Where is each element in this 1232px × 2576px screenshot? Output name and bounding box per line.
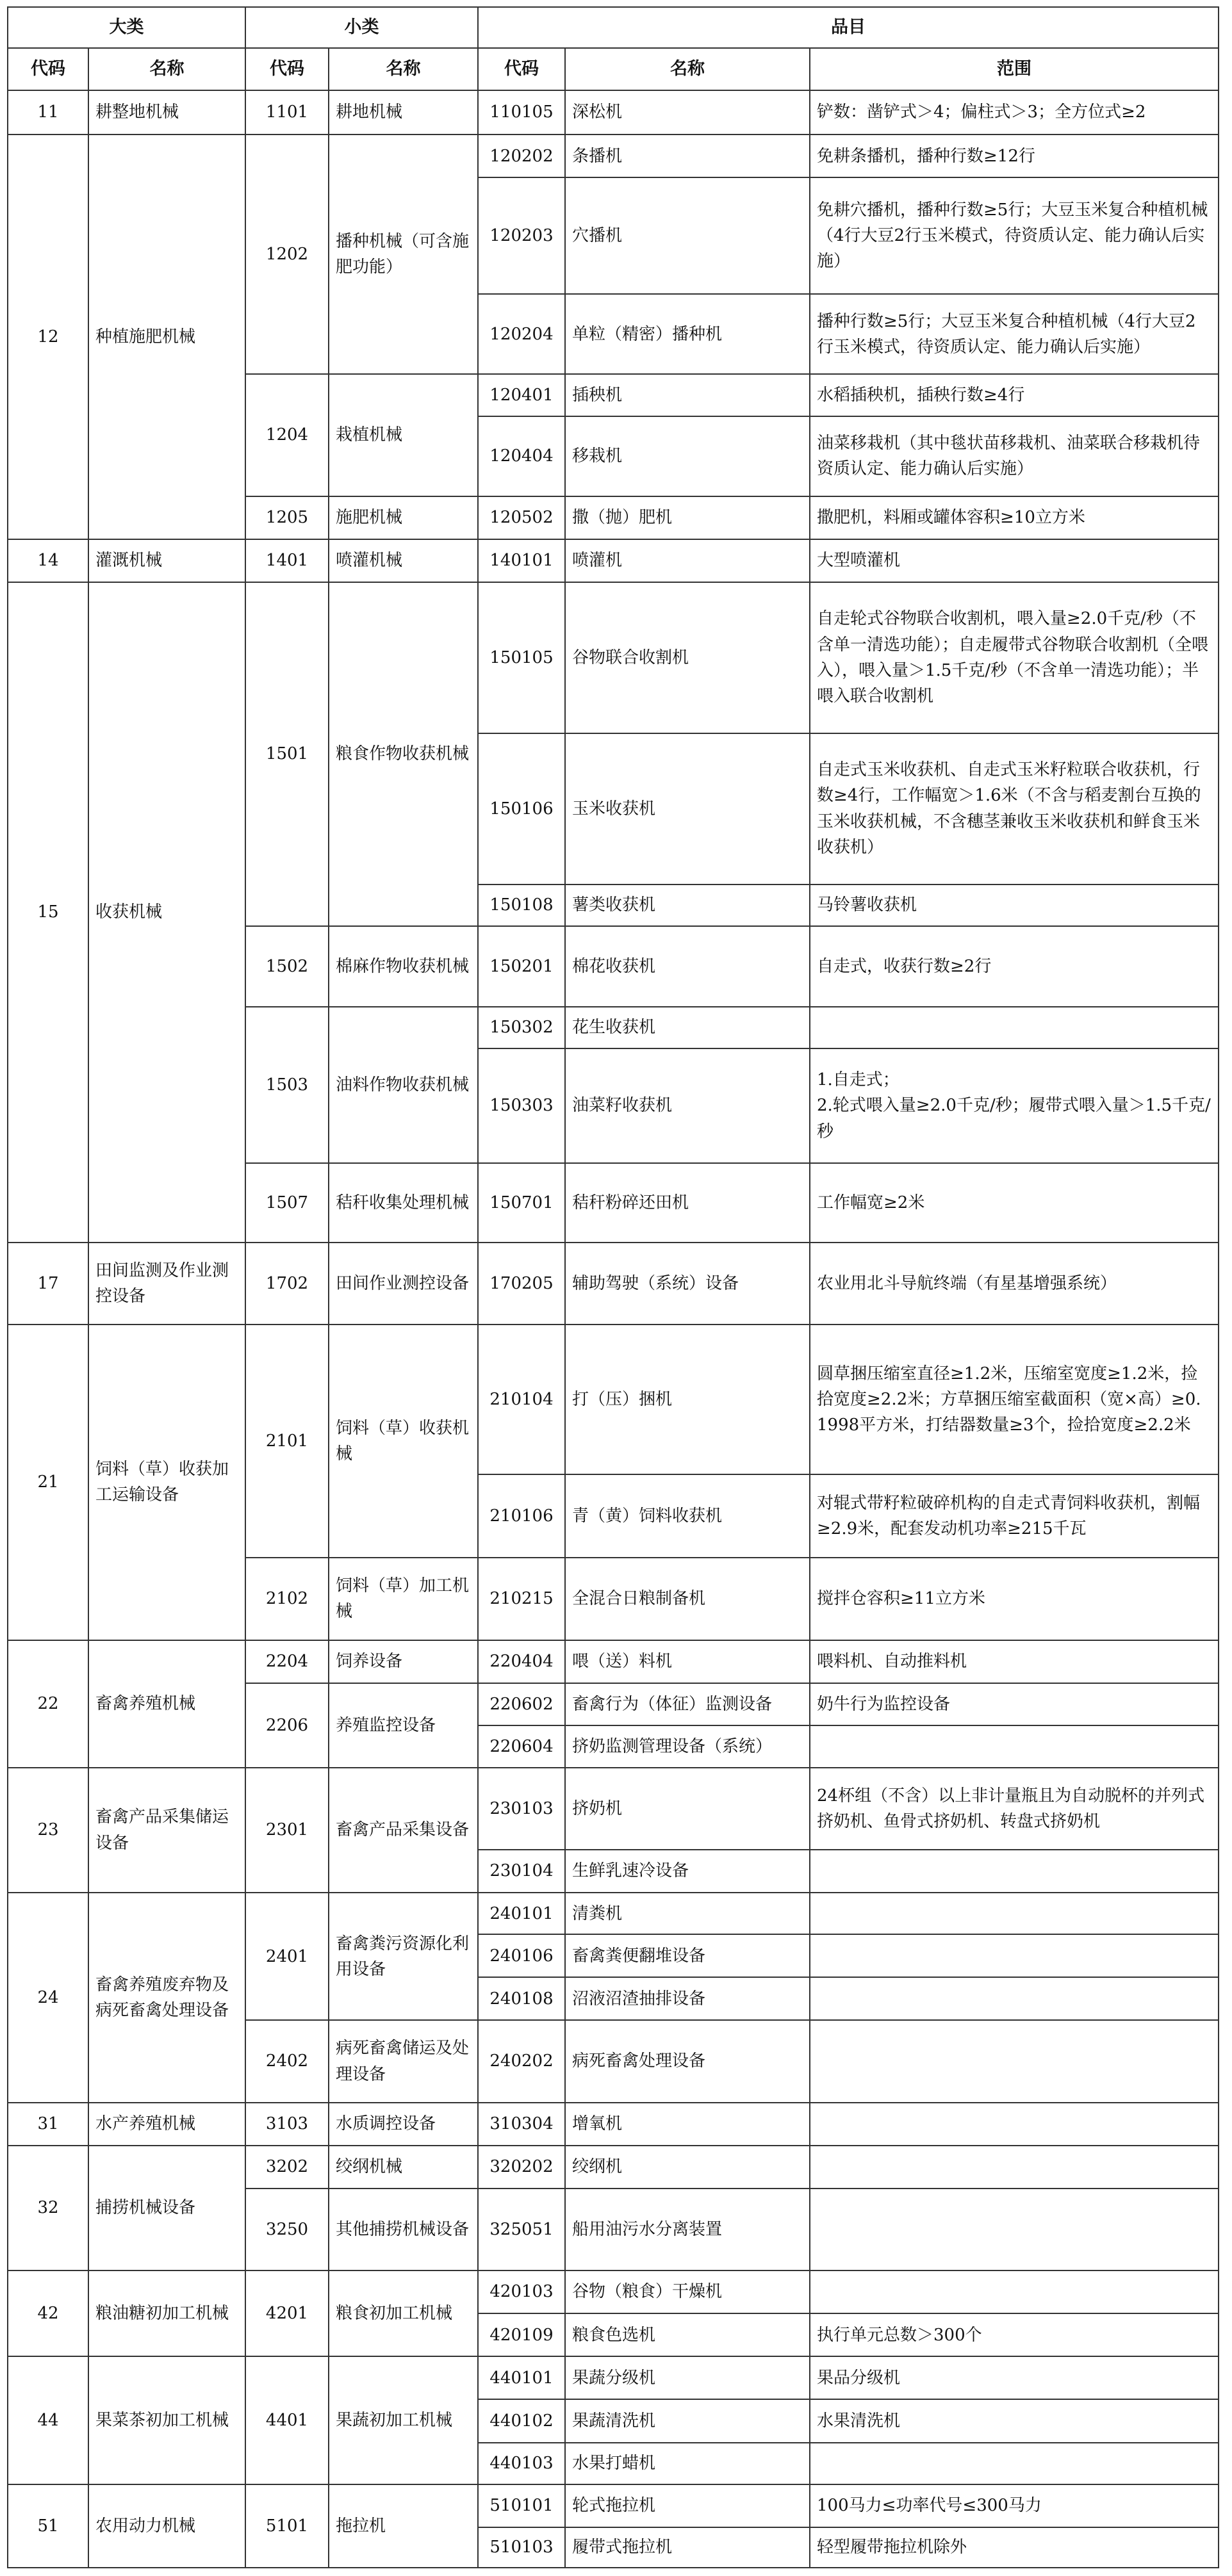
item-scope-cell: 果品分级机 [810, 2356, 1219, 2399]
minor-code-cell: 1202 [245, 135, 329, 374]
table-row [8, 2484, 1219, 2527]
item-code-cell: 230104 [478, 1850, 565, 1893]
item-scope-cell [810, 1850, 1219, 1893]
table-row [8, 1243, 1219, 1325]
minor-name-cell: 绞纲机械 [329, 2146, 478, 2189]
major-code-cell: 15 [8, 582, 88, 1243]
table-row [8, 539, 1219, 582]
item-scope-cell: 搅拌仓容积≥11立方米 [810, 1558, 1219, 1640]
item-name-cell: 花生收获机 [565, 1007, 810, 1048]
major-code-cell: 31 [8, 2103, 88, 2146]
major-name-cell: 收获机械 [88, 582, 245, 1243]
header-item-group: 品目 [478, 7, 1219, 48]
item-code-cell: 240106 [478, 1934, 565, 1977]
major-name-cell: 水产养殖机械 [88, 2103, 245, 2146]
table-row [8, 2103, 1219, 2146]
item-scope-cell: 自走式玉米收获机、自走式玉米籽粒联合收获机，行数≥4行，工作幅宽＞1.6米（不含与稻麦割台互换的玉米收获机械，不含穗茎兼收玉米收获机和鲜食玉米收获机） [810, 733, 1219, 884]
minor-code-cell: 5101 [245, 2484, 329, 2568]
minor-name-cell: 秸秆收集处理机械 [329, 1163, 478, 1243]
item-code-cell: 150108 [478, 884, 565, 926]
major-code-cell: 23 [8, 1768, 88, 1893]
minor-name-cell: 拖拉机 [329, 2484, 478, 2568]
item-scope-cell: 马铃薯收获机 [810, 884, 1219, 926]
minor-name-cell: 油料作物收获机械 [329, 1007, 478, 1163]
item-scope-cell: 农业用北斗导航终端（有星基增强系统） [810, 1243, 1219, 1325]
table-row [8, 2146, 1219, 2189]
minor-name-cell: 田间作业测控设备 [329, 1243, 478, 1325]
minor-name-cell: 饲料（草）加工机械 [329, 1558, 478, 1640]
item-code-cell: 230103 [478, 1768, 565, 1850]
major-code-cell: 21 [8, 1325, 88, 1640]
item-name-cell: 单粒（精密）播种机 [565, 294, 810, 374]
minor-code-cell: 1401 [245, 539, 329, 582]
table-row [8, 582, 1219, 733]
major-code-cell: 17 [8, 1243, 88, 1325]
header-minor-group: 小类 [245, 7, 478, 48]
item-name-cell: 谷物联合收割机 [565, 582, 810, 733]
minor-code-cell: 2402 [245, 2020, 329, 2102]
item-name-cell: 油菜籽收获机 [565, 1048, 810, 1163]
item-scope-cell: 大型喷灌机 [810, 539, 1219, 582]
table-row [8, 1893, 1219, 1934]
major-name-cell: 灌溉机械 [88, 539, 245, 582]
item-code-cell: 170205 [478, 1243, 565, 1325]
item-name-cell: 挤奶监测管理设备（系统） [565, 1725, 810, 1768]
item-code-cell: 320202 [478, 2146, 565, 2189]
item-code-cell: 120204 [478, 294, 565, 374]
item-scope-cell: 1.自走式； 2.轮式喂入量≥2.0千克/秒；履带式喂入量＞1.5千克/秒 [810, 1048, 1219, 1163]
minor-code-cell: 1503 [245, 1007, 329, 1163]
item-name-cell: 病死畜禽处理设备 [565, 2020, 810, 2102]
item-name-cell: 辅助驾驶（系统）设备 [565, 1243, 810, 1325]
item-code-cell: 120404 [478, 416, 565, 496]
item-scope-cell [810, 1893, 1219, 1934]
header-item-scope: 范围 [810, 48, 1219, 90]
major-name-cell: 果菜茶初加工机械 [88, 2356, 245, 2484]
major-name-cell: 畜禽养殖机械 [88, 1640, 245, 1768]
item-name-cell: 生鲜乳速冷设备 [565, 1850, 810, 1893]
item-code-cell: 150303 [478, 1048, 565, 1163]
item-code-cell: 120202 [478, 135, 565, 177]
minor-code-cell: 4201 [245, 2270, 329, 2356]
major-name-cell: 畜禽养殖废弃物及病死畜禽处理设备 [88, 1893, 245, 2102]
header-item-code: 代码 [478, 48, 565, 90]
table-row [8, 2356, 1219, 2399]
item-name-cell: 增氧机 [565, 2103, 810, 2146]
item-code-cell: 240202 [478, 2020, 565, 2102]
item-name-cell: 谷物（粮食）干燥机 [565, 2270, 810, 2313]
minor-name-cell: 栽植机械 [329, 374, 478, 496]
item-scope-cell: 轻型履带拖拉机除外 [810, 2527, 1219, 2568]
major-code-cell: 32 [8, 2146, 88, 2270]
item-name-cell: 挤奶机 [565, 1768, 810, 1850]
item-name-cell: 玉米收获机 [565, 733, 810, 884]
item-name-cell: 果蔬分级机 [565, 2356, 810, 2399]
item-scope-cell [810, 2270, 1219, 2313]
minor-name-cell: 粮食作物收获机械 [329, 582, 478, 926]
item-name-cell: 穴播机 [565, 177, 810, 294]
item-scope-cell: 100马力≤功率代号≤300马力 [810, 2484, 1219, 2527]
major-code-cell: 14 [8, 539, 88, 582]
item-scope-cell [810, 1725, 1219, 1768]
item-scope-cell: 自走式，收获行数≥2行 [810, 926, 1219, 1007]
item-code-cell: 220604 [478, 1725, 565, 1768]
minor-code-cell: 1204 [245, 374, 329, 496]
minor-code-cell: 3202 [245, 2146, 329, 2189]
item-name-cell: 沼液沼渣抽排设备 [565, 1977, 810, 2020]
item-code-cell: 440103 [478, 2443, 565, 2484]
item-name-cell: 秸秆粉碎还田机 [565, 1163, 810, 1243]
minor-name-cell: 果蔬初加工机械 [329, 2356, 478, 2484]
item-scope-cell: 免耕穴播机，播种行数≥5行；大豆玉米复合种植机械（4行大豆2行玉米模式，待资质认定、能力确认后实施） [810, 177, 1219, 294]
item-scope-cell [810, 1977, 1219, 2020]
item-name-cell: 深松机 [565, 90, 810, 135]
minor-name-cell: 播种机械（可含施肥功能） [329, 135, 478, 374]
item-code-cell: 150106 [478, 733, 565, 884]
item-code-cell: 120203 [478, 177, 565, 294]
item-code-cell: 420103 [478, 2270, 565, 2313]
minor-code-cell: 1101 [245, 90, 329, 135]
major-name-cell: 饲料（草）收获加工运输设备 [88, 1325, 245, 1640]
item-name-cell: 果蔬清洗机 [565, 2399, 810, 2442]
item-scope-cell: 自走轮式谷物联合收割机，喂入量≥2.0千克/秒（不含单一清选功能）；自走履带式谷物联合收割机（全喂入），喂入量＞1.5千克/秒（不含单一清选功能）；半喂入联合收割机 [810, 582, 1219, 733]
item-scope-cell: 对辊式带籽粒破碎机构的自走式青饲料收获机，割幅≥2.9米，配套发动机功率≥215千瓦 [810, 1474, 1219, 1558]
minor-name-cell: 水质调控设备 [329, 2103, 478, 2146]
item-code-cell: 220602 [478, 1683, 565, 1725]
item-scope-cell [810, 1934, 1219, 1977]
item-scope-cell [810, 2146, 1219, 2189]
item-scope-cell: 水稻插秧机，插秧行数≥4行 [810, 374, 1219, 416]
major-name-cell: 农用动力机械 [88, 2484, 245, 2568]
item-name-cell: 清粪机 [565, 1893, 810, 1934]
item-name-cell: 插秧机 [565, 374, 810, 416]
item-code-cell: 140101 [478, 539, 565, 582]
minor-code-cell: 3250 [245, 2189, 329, 2270]
item-scope-cell: 铲数：凿铲式＞4；偏柱式＞3；全方位式≥2 [810, 90, 1219, 135]
item-code-cell: 440102 [478, 2399, 565, 2442]
minor-code-cell: 1502 [245, 926, 329, 1007]
item-scope-cell [810, 2103, 1219, 2146]
minor-code-cell: 2101 [245, 1325, 329, 1558]
item-code-cell: 110105 [478, 90, 565, 135]
item-name-cell: 薯类收获机 [565, 884, 810, 926]
header-column-row [8, 48, 1219, 90]
minor-code-cell: 2301 [245, 1768, 329, 1893]
item-scope-cell [810, 2189, 1219, 2270]
item-name-cell: 全混合日粮制备机 [565, 1558, 810, 1640]
minor-name-cell: 饲料（草）收获机械 [329, 1325, 478, 1558]
major-name-cell: 粮油糖初加工机械 [88, 2270, 245, 2356]
item-name-cell: 履带式拖拉机 [565, 2527, 810, 2568]
major-name-cell: 种植施肥机械 [88, 135, 245, 539]
item-code-cell: 240101 [478, 1893, 565, 1934]
item-scope-cell [810, 2020, 1219, 2102]
item-scope-cell [810, 1007, 1219, 1048]
header-major-code: 代码 [8, 48, 88, 90]
minor-name-cell: 饲养设备 [329, 1640, 478, 1683]
item-code-cell: 310304 [478, 2103, 565, 2146]
minor-name-cell: 养殖监控设备 [329, 1683, 478, 1768]
header-group-row [8, 7, 1219, 48]
minor-code-cell: 2204 [245, 1640, 329, 1683]
item-code-cell: 510103 [478, 2527, 565, 2568]
item-name-cell: 青（黄）饲料收获机 [565, 1474, 810, 1558]
minor-code-cell: 1501 [245, 582, 329, 926]
major-name-cell: 耕整地机械 [88, 90, 245, 135]
item-scope-cell: 油菜移栽机（其中毯状苗移栽机、油菜联合移栽机待资质认定、能力确认后实施） [810, 416, 1219, 496]
machinery-catalog-table [7, 6, 1219, 2568]
item-code-cell: 240108 [478, 1977, 565, 2020]
item-scope-cell: 工作幅宽≥2米 [810, 1163, 1219, 1243]
item-scope-cell: 24杯组（不含）以上非计量瓶且为自动脱杯的并列式挤奶机、鱼骨式挤奶机、转盘式挤奶机 [810, 1768, 1219, 1850]
item-code-cell: 220404 [478, 1640, 565, 1683]
minor-name-cell: 病死畜禽储运及处理设备 [329, 2020, 478, 2102]
minor-name-cell: 棉麻作物收获机械 [329, 926, 478, 1007]
header-minor-name: 名称 [329, 48, 478, 90]
item-code-cell: 210104 [478, 1325, 565, 1474]
item-name-cell: 畜禽粪便翻堆设备 [565, 1934, 810, 1977]
item-scope-cell: 喂料机、自动推料机 [810, 1640, 1219, 1683]
item-name-cell: 粮食色选机 [565, 2313, 810, 2356]
item-code-cell: 150201 [478, 926, 565, 1007]
item-name-cell: 畜禽行为（体征）监测设备 [565, 1683, 810, 1725]
item-scope-cell: 水果清洗机 [810, 2399, 1219, 2442]
item-name-cell: 喂（送）料机 [565, 1640, 810, 1683]
item-code-cell: 120502 [478, 496, 565, 539]
item-code-cell: 150701 [478, 1163, 565, 1243]
minor-code-cell: 1205 [245, 496, 329, 539]
major-name-cell: 畜禽产品采集储运设备 [88, 1768, 245, 1893]
item-code-cell: 150302 [478, 1007, 565, 1048]
item-name-cell: 撒（抛）肥机 [565, 496, 810, 539]
minor-code-cell: 1702 [245, 1243, 329, 1325]
major-code-cell: 51 [8, 2484, 88, 2568]
item-scope-cell: 执行单元总数＞300个 [810, 2313, 1219, 2356]
item-scope-cell [810, 2443, 1219, 2484]
minor-name-cell: 畜禽粪污资源化利用设备 [329, 1893, 478, 2020]
major-name-cell: 捕捞机械设备 [88, 2146, 245, 2270]
item-name-cell: 棉花收获机 [565, 926, 810, 1007]
major-code-cell: 42 [8, 2270, 88, 2356]
item-code-cell: 420109 [478, 2313, 565, 2356]
table-row [8, 2270, 1219, 2313]
minor-code-cell: 2102 [245, 1558, 329, 1640]
item-scope-cell: 奶牛行为监控设备 [810, 1683, 1219, 1725]
item-code-cell: 325051 [478, 2189, 565, 2270]
item-code-cell: 210215 [478, 1558, 565, 1640]
item-name-cell: 打（压）捆机 [565, 1325, 810, 1474]
item-scope-cell: 播种行数≥5行；大豆玉米复合种植机械（4行大豆2行玉米模式，待资质认定、能力确认后实施） [810, 294, 1219, 374]
minor-name-cell: 粮食初加工机械 [329, 2270, 478, 2356]
major-code-cell: 44 [8, 2356, 88, 2484]
minor-name-cell: 畜禽产品采集设备 [329, 1768, 478, 1893]
item-name-cell: 绞纲机 [565, 2146, 810, 2189]
table-row [8, 90, 1219, 135]
header-item-name: 名称 [565, 48, 810, 90]
item-name-cell: 轮式拖拉机 [565, 2484, 810, 2527]
header-major-group: 大类 [8, 7, 245, 48]
minor-code-cell: 3103 [245, 2103, 329, 2146]
major-code-cell: 24 [8, 1893, 88, 2102]
minor-code-cell: 2206 [245, 1683, 329, 1768]
minor-name-cell: 耕地机械 [329, 90, 478, 135]
major-code-cell: 11 [8, 90, 88, 135]
minor-name-cell: 喷灌机械 [329, 539, 478, 582]
item-name-cell: 水果打蜡机 [565, 2443, 810, 2484]
minor-code-cell: 2401 [245, 1893, 329, 2020]
table-row [8, 1325, 1219, 1474]
table-row [8, 1640, 1219, 1683]
item-name-cell: 船用油污水分离装置 [565, 2189, 810, 2270]
minor-code-cell: 1507 [245, 1163, 329, 1243]
item-code-cell: 440101 [478, 2356, 565, 2399]
item-scope-cell: 圆草捆压缩室直径≥1.2米，压缩室宽度≥1.2米，捡拾宽度≥2.2米；方草捆压缩室截面积（宽×高）≥0.1998平方米，打结器数量≥3个，捡拾宽度≥2.2米 [810, 1325, 1219, 1474]
item-code-cell: 210106 [478, 1474, 565, 1558]
item-name-cell: 移栽机 [565, 416, 810, 496]
header-minor-code: 代码 [245, 48, 329, 90]
item-name-cell: 条播机 [565, 135, 810, 177]
item-scope-cell: 撒肥机，料厢或罐体容积≥10立方米 [810, 496, 1219, 539]
major-code-cell: 12 [8, 135, 88, 539]
major-name-cell: 田间监测及作业测控设备 [88, 1243, 245, 1325]
table-row [8, 1768, 1219, 1850]
item-name-cell: 喷灌机 [565, 539, 810, 582]
machinery-catalog-document [7, 6, 1218, 2568]
item-code-cell: 510101 [478, 2484, 565, 2527]
header-major-name: 名称 [88, 48, 245, 90]
item-code-cell: 120401 [478, 374, 565, 416]
item-scope-cell: 免耕条播机，播种行数≥12行 [810, 135, 1219, 177]
minor-name-cell: 施肥机械 [329, 496, 478, 539]
minor-name-cell: 其他捕捞机械设备 [329, 2189, 478, 2270]
minor-code-cell: 4401 [245, 2356, 329, 2484]
major-code-cell: 22 [8, 1640, 88, 1768]
item-code-cell: 150105 [478, 582, 565, 733]
table-row [8, 135, 1219, 177]
